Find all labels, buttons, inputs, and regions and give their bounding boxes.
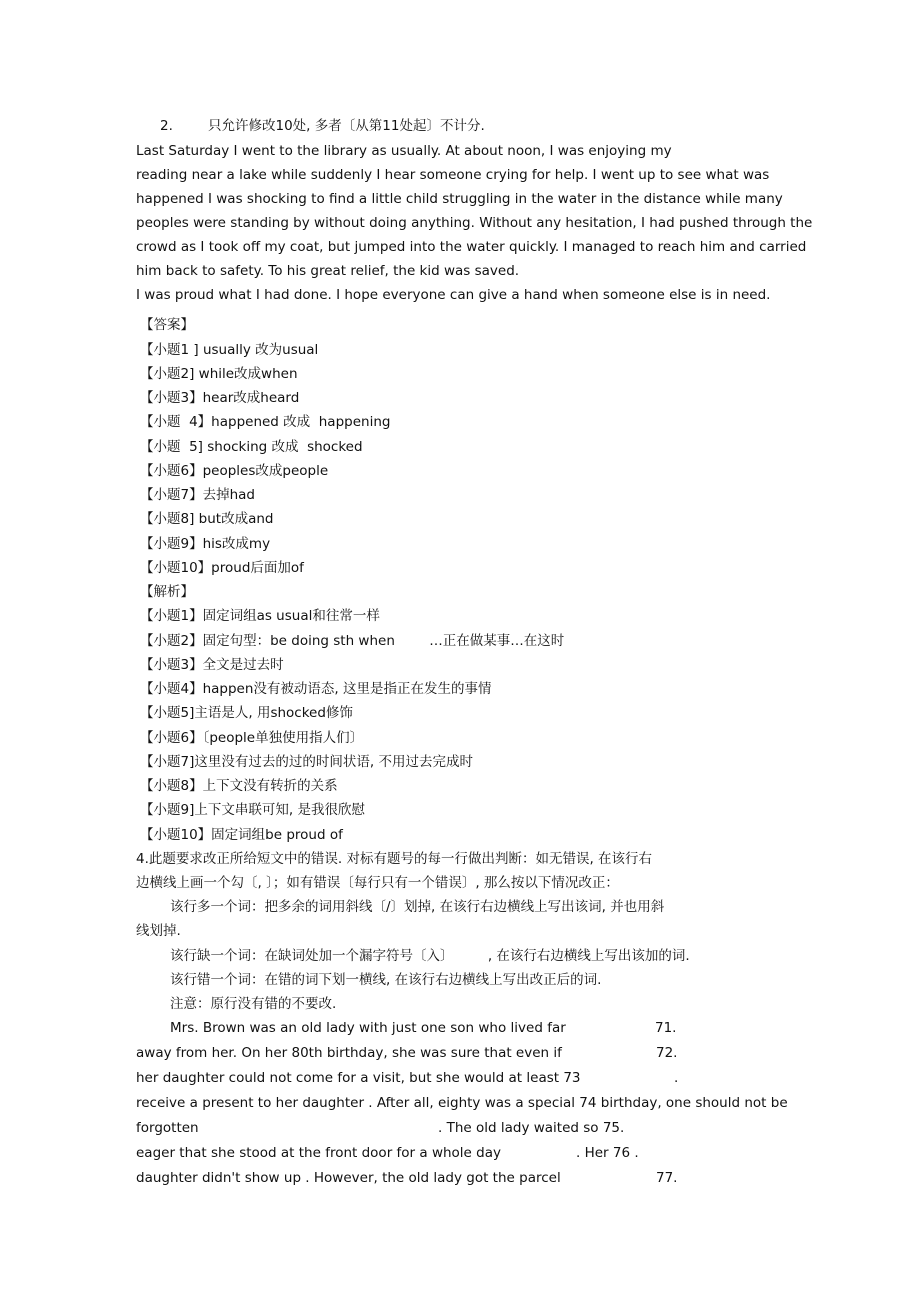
instruction-line: 4.此题要求改正所给短文中的错误. 对标有题号的每一行做出判断：如无错误, 在该行右 (136, 851, 653, 867)
passage-line: forgotten (136, 1120, 199, 1136)
answer-item: 【小题 5] shocking 改成 shocked (140, 439, 363, 455)
instruction-line: 该行错一个词：在错的词下划一横线, 在该行右边横线上写出改正后的词. (170, 972, 602, 988)
passage-line: crowd as I took off my coat, but jumped into the water quickly. I managed to reach him and carried (136, 239, 807, 255)
passage-line: Mrs. Brown was an old lady with just one son who lived far (170, 1020, 566, 1036)
answer-item: 【小题 4】happened 改成 happening (140, 414, 391, 430)
answer-item: 【小题9】his改成my (140, 536, 271, 552)
line-number: 77. (656, 1170, 678, 1186)
analysis-item: 【小题8】上下文没有转折的关系 (140, 778, 338, 794)
instruction-line: 线划掉. (136, 923, 181, 939)
line-number: 71. (655, 1020, 677, 1036)
passage-line: peoples were standing by without doing anything. Without any hesitation, I had pushed through the (136, 215, 813, 231)
passage-line: away from her. On her 80th birthday, she was sure that even if (136, 1045, 562, 1061)
answer-item: 【小题8] but改成and (140, 511, 274, 527)
line-number: . (674, 1070, 679, 1086)
analysis-heading: 【解析】 (140, 584, 194, 600)
analysis-item: 【小题5]主语是人, 用shocked修饰 (140, 705, 353, 721)
passage-line: her daughter could not come for a visit, but she would at least 73 (136, 1070, 581, 1086)
instruction-line: 边横线上画一个勾〔, 〕；如有错误〔每行只有一个错误〕, 那么按以下情况改正： (136, 875, 619, 891)
answer-item: 【小题2] while改成when (140, 366, 298, 382)
analysis-item: 【小题7]这里没有过去的过的时间状语, 不用过去完成时 (140, 754, 473, 770)
question-number: 2. (160, 118, 173, 134)
passage-line: him back to safety. To his great relief, the kid was saved. (136, 263, 520, 279)
rule-text: 只允许修改10处, 多者〔从第11处起〕不计分. (208, 118, 485, 134)
passage-line: daughter didn't show up . However, the old lady got the parcel (136, 1170, 561, 1186)
instruction-line: 该行多一个词：把多余的词用斜线〔/〕划掉, 在该行右边横线上写出该词, 并也用斜 (170, 899, 665, 915)
passage-line: Last Saturday I went to the library as usually. At about noon, I was enjoying my (136, 143, 672, 159)
analysis-item: 【小题9]上下文串联可知, 是我很欣慰 (140, 802, 365, 818)
analysis-item: 【小题2】固定句型：be doing sth when …正在做某事…在这时 (140, 633, 565, 649)
answer-item: 【小题1 ] usually 改为usual (140, 342, 319, 358)
answer-item: 【小题3】hear改成heard (140, 390, 300, 406)
passage-line: eager that she stood at the front door for a whole day (136, 1145, 501, 1161)
passage-line: reading near a lake while suddenly I hear someone crying for help. I went up to see what was (136, 167, 770, 183)
passage-line: receive a present to her daughter . After all, eighty was a special 74 birthday, one should not be (136, 1095, 788, 1111)
analysis-item: 【小题1】固定词组as usual和往常一样 (140, 608, 380, 624)
line-number: . Her 76 . (576, 1145, 639, 1161)
answer-item: 【小题7】去掉had (140, 487, 255, 503)
answer-item: 【小题6】peoples改成people (140, 463, 329, 479)
analysis-item: 【小题10】固定词组be proud of (140, 827, 343, 843)
instruction-line: 该行缺一个词：在缺词处加一个漏字符号〔入〕 , 在该行右边横线上写出该加的词. (170, 948, 690, 964)
analysis-item: 【小题6】〔people单独使用指人们〕 (140, 730, 364, 746)
answer-heading: 【答案】 (140, 317, 194, 333)
analysis-item: 【小题4】happen没有被动语态, 这里是指正在发生的事情 (140, 681, 492, 697)
answer-item: 【小题10】proud后面加of (140, 560, 304, 576)
line-number: 72. (656, 1045, 678, 1061)
line-number: . The old lady waited so 75. (438, 1120, 625, 1136)
instruction-line: 注意：原行没有错的不要改. (170, 996, 337, 1012)
analysis-item: 【小题3】全文是过去时 (140, 657, 284, 673)
passage-line: I was proud what I had done. I hope everyone can give a hand when someone else is in need. (136, 287, 771, 303)
passage-line: happened I was shocking to find a little child struggling in the water in the distance while many (136, 191, 783, 207)
